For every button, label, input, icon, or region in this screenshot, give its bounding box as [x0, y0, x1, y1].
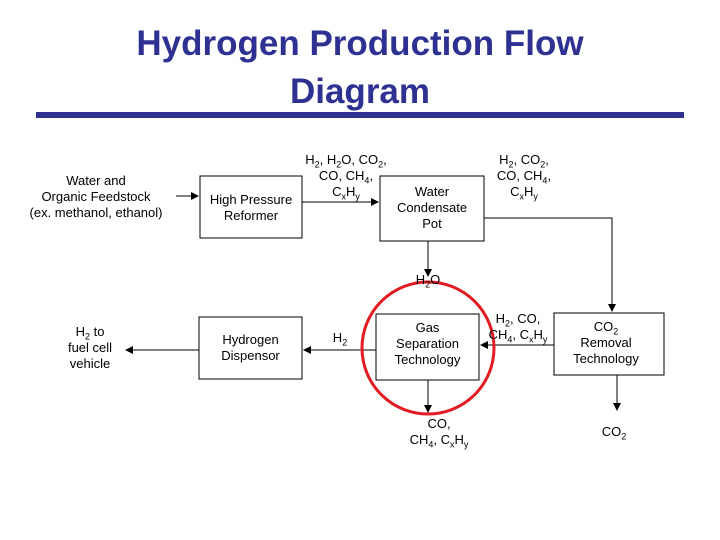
- separation-offgas-label: CO, $CH_4$, $C_xH_y$: [409, 416, 469, 450]
- separation-h2-label: $H_2$: [332, 330, 348, 348]
- pot-to-co2-removal-arrow: [484, 218, 612, 311]
- page-title: Hydrogen Production Flow: [136, 24, 584, 63]
- condensate-pot-label: Water Condensate Pot: [396, 184, 468, 231]
- gas-separation-label: Gas Separation Technology: [394, 320, 461, 367]
- co2-removal-output-stream-label: $H_2$, CO, $CH_4$, $C_xH_y$: [488, 311, 548, 345]
- page-title-continued: Diagram: [289, 72, 431, 111]
- dispenser-label: Hydrogen Dispensor: [221, 332, 280, 363]
- reformer-output-stream-label: $H_2$, $H_2O$, $CO_2$, CO, $CH_4$, $C_xH_y$: [305, 152, 387, 202]
- co2-removal-label: $CO_2$ Removal Technology: [573, 319, 639, 366]
- co2-exhaust-label: $CO_2$: [601, 424, 627, 442]
- vehicle-label: $H_2$ to fuel cell vehicle: [67, 324, 113, 371]
- pot-output-stream-label: $H_2$, $CO_2$, CO, $CH_4$, $C_xH_y$: [496, 152, 552, 202]
- reformer-label: High Pressure Reformer: [209, 192, 293, 223]
- feedstock-label: Water and Organic Feedstock (ex. methanol, ethanol): [29, 173, 163, 220]
- water-drain-label: $H_2O$: [415, 272, 441, 290]
